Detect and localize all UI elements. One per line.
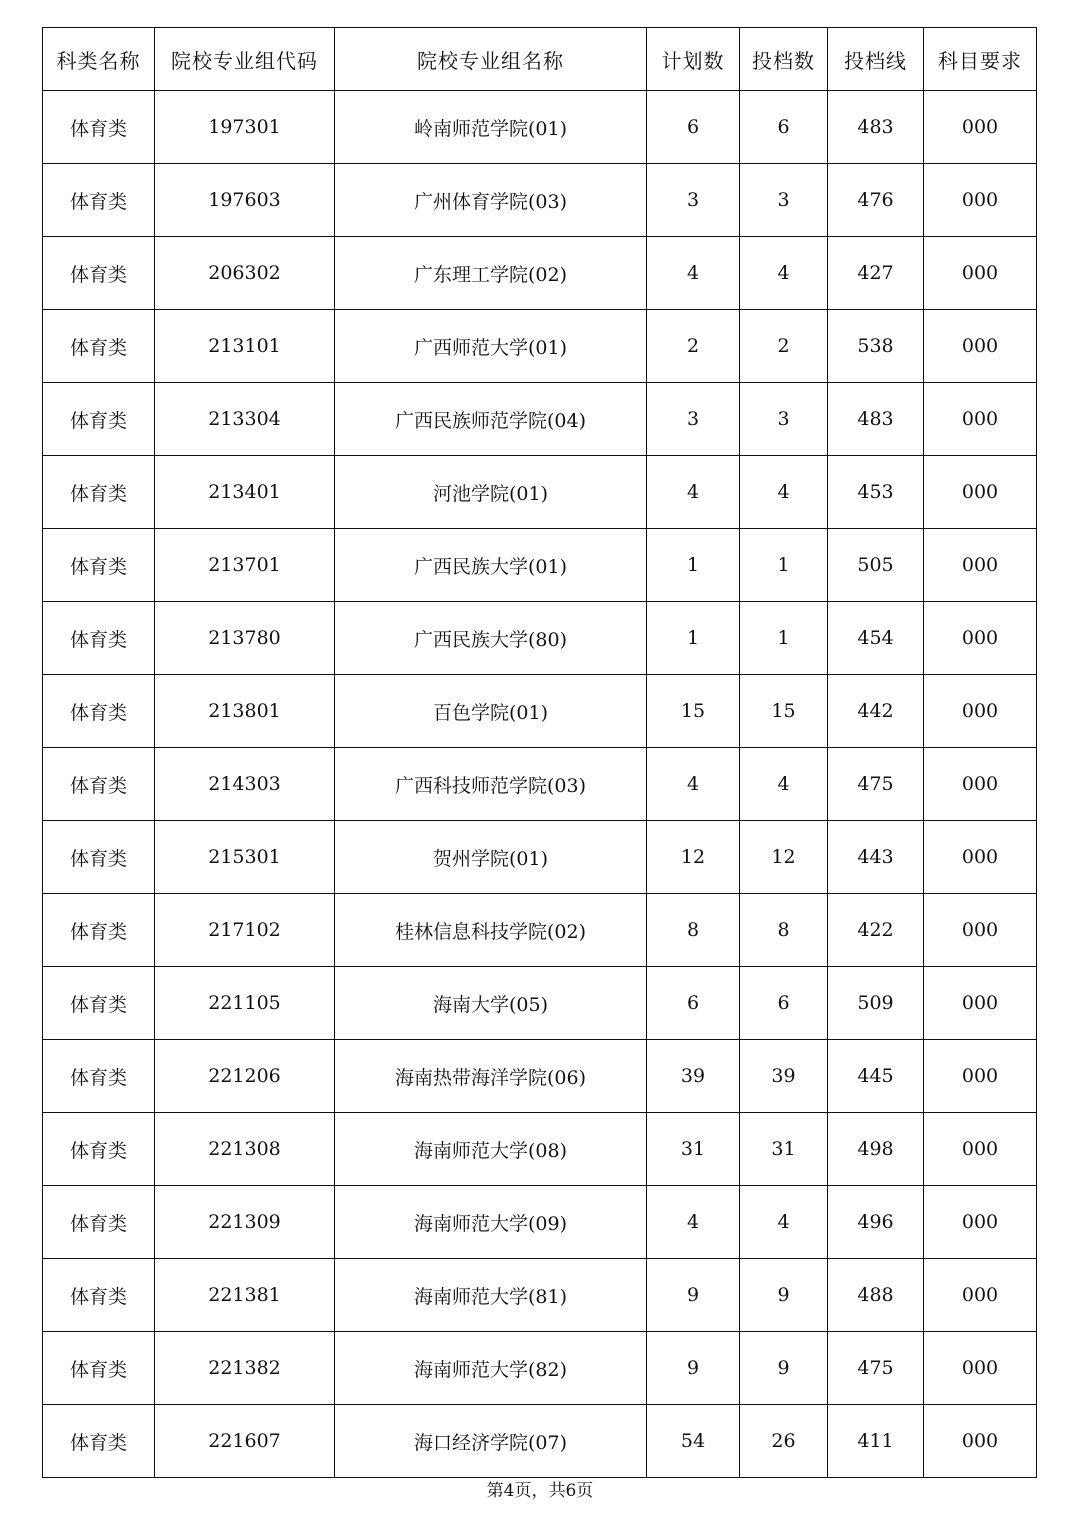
cell-plan-count: 3 — [647, 383, 740, 456]
cell-group-name: 广东理工学院(02) — [335, 237, 647, 310]
cell-subject-requirement: 000 — [924, 529, 1037, 602]
cell-admitted-count: 4 — [740, 456, 828, 529]
cell-category: 体育类 — [43, 310, 155, 383]
cell-subject-requirement: 000 — [924, 310, 1037, 383]
cell-cutoff-score: 422 — [828, 894, 924, 967]
table-row — [43, 967, 1037, 1040]
cell-group-code: 206302 — [155, 237, 335, 310]
cell-plan-count: 1 — [647, 529, 740, 602]
cell-plan-count: 4 — [647, 456, 740, 529]
cell-category: 体育类 — [43, 237, 155, 310]
cell-group-name: 桂林信息科技学院(02) — [335, 894, 647, 967]
cell-plan-count: 31 — [647, 1113, 740, 1186]
cell-group-code: 221308 — [155, 1113, 335, 1186]
table-row — [43, 894, 1037, 967]
cell-category: 体育类 — [43, 1405, 155, 1478]
header-group-code: 院校专业组代码 — [155, 28, 335, 91]
header-group-name: 院校专业组名称 — [335, 28, 647, 91]
table-row — [43, 91, 1037, 164]
cell-group-code: 221105 — [155, 967, 335, 1040]
table-row — [43, 675, 1037, 748]
cell-group-name: 广州体育学院(03) — [335, 164, 647, 237]
cell-plan-count: 4 — [647, 748, 740, 821]
cell-plan-count: 1 — [647, 602, 740, 675]
table-row — [43, 1332, 1037, 1405]
cell-group-code: 217102 — [155, 894, 335, 967]
cell-cutoff-score: 476 — [828, 164, 924, 237]
header-admitted-count: 投档数 — [740, 28, 828, 91]
cell-group-code: 221206 — [155, 1040, 335, 1113]
cell-group-name: 河池学院(01) — [335, 456, 647, 529]
cell-category: 体育类 — [43, 675, 155, 748]
table-row — [43, 1113, 1037, 1186]
cell-admitted-count: 39 — [740, 1040, 828, 1113]
table-row — [43, 237, 1037, 310]
cell-cutoff-score: 453 — [828, 456, 924, 529]
cell-admitted-count: 12 — [740, 821, 828, 894]
table-row — [43, 529, 1037, 602]
cell-group-name: 广西民族大学(01) — [335, 529, 647, 602]
cell-admitted-count: 1 — [740, 529, 828, 602]
cell-group-code: 213701 — [155, 529, 335, 602]
cell-group-name: 广西师范大学(01) — [335, 310, 647, 383]
cell-subject-requirement: 000 — [924, 1040, 1037, 1113]
cell-subject-requirement: 000 — [924, 748, 1037, 821]
cell-plan-count: 4 — [647, 1186, 740, 1259]
cell-subject-requirement: 000 — [924, 237, 1037, 310]
table-header-row — [43, 28, 1037, 91]
cell-admitted-count: 6 — [740, 91, 828, 164]
cell-plan-count: 3 — [647, 164, 740, 237]
cell-group-code: 221381 — [155, 1259, 335, 1332]
cell-subject-requirement: 000 — [924, 602, 1037, 675]
cell-group-code: 197603 — [155, 164, 335, 237]
cell-cutoff-score: 475 — [828, 748, 924, 821]
cell-category: 体育类 — [43, 967, 155, 1040]
cell-cutoff-score: 488 — [828, 1259, 924, 1332]
cell-cutoff-score: 538 — [828, 310, 924, 383]
cell-admitted-count: 2 — [740, 310, 828, 383]
cell-group-code: 197301 — [155, 91, 335, 164]
cell-plan-count: 39 — [647, 1040, 740, 1113]
cell-group-code: 213780 — [155, 602, 335, 675]
cell-subject-requirement: 000 — [924, 1113, 1037, 1186]
cell-category: 体育类 — [43, 821, 155, 894]
cell-admitted-count: 6 — [740, 967, 828, 1040]
table-row — [43, 1186, 1037, 1259]
cell-group-name: 广西民族大学(80) — [335, 602, 647, 675]
cell-admitted-count: 3 — [740, 164, 828, 237]
cell-group-name: 广西科技师范学院(03) — [335, 748, 647, 821]
cell-subject-requirement: 000 — [924, 821, 1037, 894]
cell-plan-count: 9 — [647, 1332, 740, 1405]
cell-category: 体育类 — [43, 1113, 155, 1186]
cell-cutoff-score: 411 — [828, 1405, 924, 1478]
cell-group-name: 贺州学院(01) — [335, 821, 647, 894]
cell-subject-requirement: 000 — [924, 1259, 1037, 1332]
cell-category: 体育类 — [43, 456, 155, 529]
cell-cutoff-score: 509 — [828, 967, 924, 1040]
cell-plan-count: 15 — [647, 675, 740, 748]
cell-group-code: 221382 — [155, 1332, 335, 1405]
cell-plan-count: 4 — [647, 237, 740, 310]
cell-cutoff-score: 427 — [828, 237, 924, 310]
header-category: 科类名称 — [43, 28, 155, 91]
cell-subject-requirement: 000 — [924, 1405, 1037, 1478]
table-row — [43, 602, 1037, 675]
cell-plan-count: 8 — [647, 894, 740, 967]
cell-group-code: 221309 — [155, 1186, 335, 1259]
table-row — [43, 383, 1037, 456]
cell-subject-requirement: 000 — [924, 91, 1037, 164]
cell-plan-count: 6 — [647, 91, 740, 164]
cell-category: 体育类 — [43, 383, 155, 456]
cell-subject-requirement: 000 — [924, 383, 1037, 456]
cell-cutoff-score: 442 — [828, 675, 924, 748]
cell-admitted-count: 4 — [740, 1186, 828, 1259]
cell-admitted-count: 4 — [740, 748, 828, 821]
cell-category: 体育类 — [43, 748, 155, 821]
cell-cutoff-score: 505 — [828, 529, 924, 602]
cell-group-name: 海南热带海洋学院(06) — [335, 1040, 647, 1113]
cell-plan-count: 9 — [647, 1259, 740, 1332]
table-row — [43, 821, 1037, 894]
header-plan-count: 计划数 — [647, 28, 740, 91]
cell-group-name: 海口经济学院(07) — [335, 1405, 647, 1478]
cell-group-code: 213101 — [155, 310, 335, 383]
table-row — [43, 164, 1037, 237]
cell-cutoff-score: 498 — [828, 1113, 924, 1186]
table-row — [43, 1405, 1037, 1478]
cell-subject-requirement: 000 — [924, 1332, 1037, 1405]
table-row — [43, 310, 1037, 383]
cell-subject-requirement: 000 — [924, 456, 1037, 529]
cell-admitted-count: 26 — [740, 1405, 828, 1478]
admissions-table — [42, 27, 1037, 1478]
cell-category: 体育类 — [43, 1040, 155, 1113]
table-row — [43, 1040, 1037, 1113]
cell-group-name: 岭南师范学院(01) — [335, 91, 647, 164]
table-body — [43, 91, 1037, 1478]
cell-group-name: 海南师范大学(82) — [335, 1332, 647, 1405]
cell-cutoff-score: 496 — [828, 1186, 924, 1259]
cell-group-code: 213401 — [155, 456, 335, 529]
cell-category: 体育类 — [43, 529, 155, 602]
cell-plan-count: 6 — [647, 967, 740, 1040]
cell-group-name: 海南大学(05) — [335, 967, 647, 1040]
cell-plan-count: 2 — [647, 310, 740, 383]
page-number: 第4页，共6页 — [486, 1481, 594, 1501]
cell-subject-requirement: 000 — [924, 967, 1037, 1040]
table-row — [43, 456, 1037, 529]
cell-category: 体育类 — [43, 1259, 155, 1332]
cell-group-code: 213801 — [155, 675, 335, 748]
cell-admitted-count: 15 — [740, 675, 828, 748]
cell-admitted-count: 9 — [740, 1259, 828, 1332]
cell-group-code: 214303 — [155, 748, 335, 821]
cell-category: 体育类 — [43, 1186, 155, 1259]
cell-admitted-count: 9 — [740, 1332, 828, 1405]
cell-group-name: 百色学院(01) — [335, 675, 647, 748]
cell-group-name: 广西民族师范学院(04) — [335, 383, 647, 456]
cell-group-name: 海南师范大学(81) — [335, 1259, 647, 1332]
cell-admitted-count: 4 — [740, 237, 828, 310]
cell-category: 体育类 — [43, 602, 155, 675]
cell-subject-requirement: 000 — [924, 675, 1037, 748]
cell-category: 体育类 — [43, 164, 155, 237]
cell-group-name: 海南师范大学(09) — [335, 1186, 647, 1259]
cell-group-name: 海南师范大学(08) — [335, 1113, 647, 1186]
cell-admitted-count: 1 — [740, 602, 828, 675]
cell-category: 体育类 — [43, 894, 155, 967]
cell-admitted-count: 31 — [740, 1113, 828, 1186]
cell-admitted-count: 8 — [740, 894, 828, 967]
cell-plan-count: 54 — [647, 1405, 740, 1478]
cell-group-code: 221607 — [155, 1405, 335, 1478]
header-subject-requirement: 科目要求 — [924, 28, 1037, 91]
cell-subject-requirement: 000 — [924, 894, 1037, 967]
cell-admitted-count: 3 — [740, 383, 828, 456]
cell-cutoff-score: 454 — [828, 602, 924, 675]
cell-subject-requirement: 000 — [924, 164, 1037, 237]
cell-category: 体育类 — [43, 91, 155, 164]
cell-cutoff-score: 483 — [828, 383, 924, 456]
cell-subject-requirement: 000 — [924, 1186, 1037, 1259]
cell-group-code: 215301 — [155, 821, 335, 894]
table-row — [43, 748, 1037, 821]
table-row — [43, 1259, 1037, 1332]
cell-group-code: 213304 — [155, 383, 335, 456]
cell-cutoff-score: 445 — [828, 1040, 924, 1113]
cell-category: 体育类 — [43, 1332, 155, 1405]
cell-cutoff-score: 443 — [828, 821, 924, 894]
header-cutoff-score: 投档线 — [828, 28, 924, 91]
cell-cutoff-score: 475 — [828, 1332, 924, 1405]
cell-cutoff-score: 483 — [828, 91, 924, 164]
cell-plan-count: 12 — [647, 821, 740, 894]
